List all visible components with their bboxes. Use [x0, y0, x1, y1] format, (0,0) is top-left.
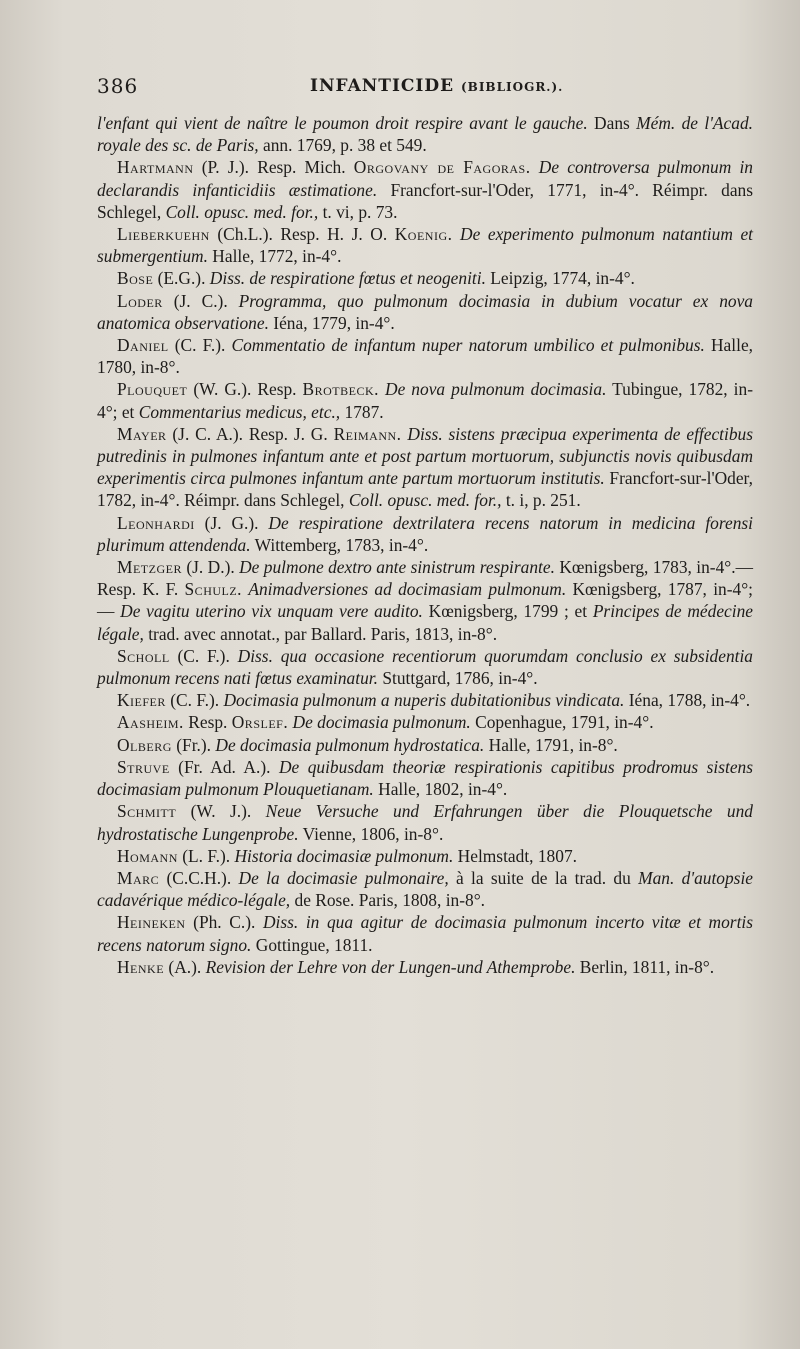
entry-text: Francfort-sur-l'Oder, 1782, in-4°. Réimpr. dans Schlegel, [97, 468, 753, 511]
bibliography-entry [97, 867, 753, 911]
entry-title: Principes de médecine légale, [97, 601, 754, 644]
entry-author: Daniel [117, 335, 169, 356]
bibliography-entry [97, 267, 753, 289]
entry-text: (C. F.). [169, 645, 238, 666]
entry-text: Francfort-sur-l'Oder, 1771, in-4°. Réimpr. dans Schlegel, [97, 179, 753, 222]
running-title [310, 76, 563, 96]
entry-text: Resp. [183, 712, 232, 733]
entry-title: Programma, quo pulmonum docimasia in dubium vocatur ex nova anatomica observatione. [97, 290, 753, 333]
entry-author: Koenig. [394, 224, 453, 245]
entry-text: Halle, 1802, in-4°. [373, 779, 508, 800]
entry-author: Schulz. [184, 579, 243, 600]
entry-text: trad. avec annotat., par Ballard. Paris, 1813, in-8°. [143, 623, 498, 644]
entry-title: Historia docimasiæ pulmonum. [234, 845, 454, 866]
entry-text: Wittemberg, 1783, in-4°. [250, 534, 429, 555]
entry-author: Plouquet [117, 379, 188, 400]
entry-author: Homann [117, 845, 178, 866]
entry-text [531, 157, 539, 177]
entry-text: Iéna, 1779, in-4°. [268, 312, 395, 333]
entry-title: Diss. qua occasione recentiorum quorumdam conclusio ex subsidentia pulmonum recens nati fœtus examinatur. [97, 645, 753, 689]
entry-title: De controversa pulmonum in declarandis infanticidiis æstimatione. [97, 157, 753, 200]
entry-text: Helmstadt, 1807. [453, 845, 577, 866]
entry-title: Commentarius medicus, etc., [138, 401, 341, 422]
entry-text: Halle, 1791, in-8°. [484, 734, 618, 755]
entry-title: De la docimasie pulmonaire, [238, 867, 449, 888]
entry-text: (Fr.). [171, 734, 216, 755]
entry-title: De quibusdam theoriæ respirationis capitibus prodromus sistens docimasiam pulmonum Plouquetianam. [97, 756, 753, 800]
entry-text: Stuttgard, 1786, in-4°. [377, 668, 538, 689]
page-header [97, 74, 757, 104]
entry-title: Diss. de respiratione fœtus et neogeniti. [209, 268, 486, 289]
entry-text: Halle, 1780, in-8°. [97, 335, 754, 378]
entry-title: De vagitu uterino vix unquam vere audito. [120, 601, 423, 622]
entry-text: t. vi, p. 73. [318, 201, 398, 222]
entry-title: Docimasia pulmonum a nuperis dubitationibus vindicata. [223, 690, 625, 711]
entry-text: (Ch.L.). Resp. H. J. O. [209, 224, 395, 245]
entry-text: Gottingue, 1811. [251, 934, 373, 955]
entry-author: Lieberkuehn [117, 224, 210, 245]
entry-author: Henke [117, 956, 165, 977]
entry-author: Marc [117, 867, 160, 888]
entry-author: Brotbeck. [302, 379, 379, 400]
entry-author: Metzger [117, 557, 182, 578]
entry-text: (L. F.). [177, 845, 235, 866]
entry-text: t. i, p. 251. [501, 490, 581, 511]
entry-author: Hartmann [117, 157, 194, 178]
bibliography-entry [97, 512, 753, 556]
entry-text: Vienne, 1806, in-8°. [298, 823, 444, 844]
entry-text: Kœnigsberg, 1799 ; et [422, 601, 593, 622]
running-title-main: INFANTICIDE [310, 76, 455, 96]
entry-author: Kiefer [117, 690, 166, 711]
bibliography-entry [97, 556, 753, 645]
entry-author: Bose [117, 268, 154, 289]
entry-text: à la suite de la trad. du [448, 867, 639, 888]
entry-author: Reimann. [333, 423, 402, 444]
bibliography-entry [97, 800, 753, 844]
entry-author: Orslef. [231, 712, 289, 733]
running-title-sub: (BIBLIOGR.). [461, 80, 564, 94]
entry-text: (E.G.). [153, 268, 210, 289]
entry-text: (J. D.). [181, 557, 240, 578]
bibliography-entry [97, 645, 753, 689]
entry-text: 1787. [340, 401, 384, 422]
page-number: 386 [97, 74, 139, 98]
entry-title: De docimasia pulmonum hydrostatica. [215, 734, 485, 755]
entry-text: (A.). [164, 956, 206, 977]
entry-text: (C.C.H.). [159, 867, 239, 888]
bibliography-entry [97, 711, 753, 733]
entry-title: Neue Versuche und Erfahrungen über die Plouquetsche und hydrostatische Lungenprobe. [97, 801, 753, 844]
entry-title: Revision der Lehre von der Lungen-und Athemprobe. [205, 956, 576, 977]
bibliography-entry [97, 378, 753, 422]
entry-author: Struve [117, 756, 170, 777]
entry-text: Kœnigsberg, 1787, in-4°; — [97, 579, 753, 622]
entry-text: (W. G.). Resp. [187, 379, 303, 400]
entry-title: Diss. in qua agitur de docimasia pulmonum incerto vitæ et mortis recens natorum signo. [97, 912, 753, 955]
entry-text: (C. F.). [165, 690, 224, 711]
entry-author: Leonhardi [117, 512, 195, 533]
bibliography-entry [97, 334, 753, 378]
entry-text: de Rose. Paris, 1808, in-8°. [290, 890, 486, 911]
entry-text: Berlin, 1811, in-8°. [575, 956, 715, 977]
bibliography-entry [97, 734, 753, 756]
entry-author: Orgovany de Fagoras. [353, 157, 531, 178]
entry-text: Dans [587, 113, 637, 133]
entry-text: (C. F.). [168, 335, 232, 356]
bibliography-entry [97, 223, 753, 267]
entry-text: Tubingue, 1782, in-4°; et [97, 379, 753, 422]
entry-title: De nova pulmonum docimasia. [385, 379, 607, 400]
entry-text: Iéna, 1788, in-4°. [624, 690, 751, 711]
entry-title: De docimasia pulmonum. [292, 712, 471, 733]
entry-title: Mém. de l'Acad. royale des sc. de Paris, [97, 113, 753, 156]
entry-title: Man. d'autopsie cadavérique médico-légale, [97, 867, 753, 911]
entry-title: Coll. opusc. med. for., [165, 201, 319, 222]
entry-text: (P. J.). Resp. Mich. [193, 157, 354, 178]
bibliography-entry [97, 290, 753, 334]
bibliography-entry [97, 911, 753, 955]
entry-author: Olberg [117, 734, 172, 755]
bibliography-entry [97, 756, 753, 800]
entry-text: Copenhague, 1791, in-4°. [470, 712, 654, 733]
bibliography-entry [97, 423, 753, 512]
entry-text: (J. C. A.). Resp. J. G. [166, 423, 334, 444]
entry-text: (J. G.). [194, 512, 269, 533]
entry-text: Leipzig, 1774, in-4°. [485, 268, 635, 289]
bibliography-entry [97, 845, 753, 867]
entry-text: (Ph. C.). [185, 912, 263, 933]
entry-title: Animadversiones ad docimasiam pulmonum. [248, 579, 567, 600]
bibliography-entry [97, 689, 753, 711]
entry-text: ann. 1769, p. 38 et 549. [258, 135, 427, 156]
bibliography-entry [97, 956, 753, 978]
entry-author: Aasheim. [117, 712, 184, 733]
entry-text [452, 224, 460, 244]
entry-title: De pulmone dextro ante sinistrum respirante. [239, 557, 555, 578]
entry-text: (J. C.). [162, 290, 239, 311]
entry-text: Kœnigsberg, 1783, in-4°.—Resp. K. F. [97, 557, 753, 600]
entry-author: Mayer [117, 423, 167, 444]
entry-title: Coll. opusc. med. for., [348, 490, 502, 511]
entry-text: Halle, 1772, in-4°. [207, 246, 342, 267]
bibliography-entry [97, 112, 753, 156]
entry-title: De experimento pulmonum natantium et submergentium. [97, 224, 753, 267]
entry-title: Commentatio de infantum nuper natorum umbilico et pulmonibus. [231, 335, 705, 356]
bibliography-text [97, 112, 753, 978]
entry-title: l'enfant qui vient de naître le poumon droit respire avant le gauche. [97, 113, 588, 133]
entry-author: Schmitt [117, 801, 177, 822]
entry-text: (W. J.). [176, 801, 266, 822]
entry-title: De respiratione dextrilatera recens natorum in medicina forensi plurimum attendenda. [97, 512, 753, 555]
entry-text: (Fr. Ad. A.). [169, 756, 279, 777]
bibliography-entry [97, 156, 753, 223]
entry-title: Diss. sistens præcipua experimenta de effectibus putredinis in pulmones infantum ante et post partum mortuorum, subjunctis novis quibusdam experimentis circa pulmones infantum ante partum mortuorum institutis. [97, 423, 753, 489]
entry-author: Heineken [117, 912, 186, 933]
entry-author: Scholl [117, 645, 170, 666]
entry-author: Loder [117, 290, 163, 311]
